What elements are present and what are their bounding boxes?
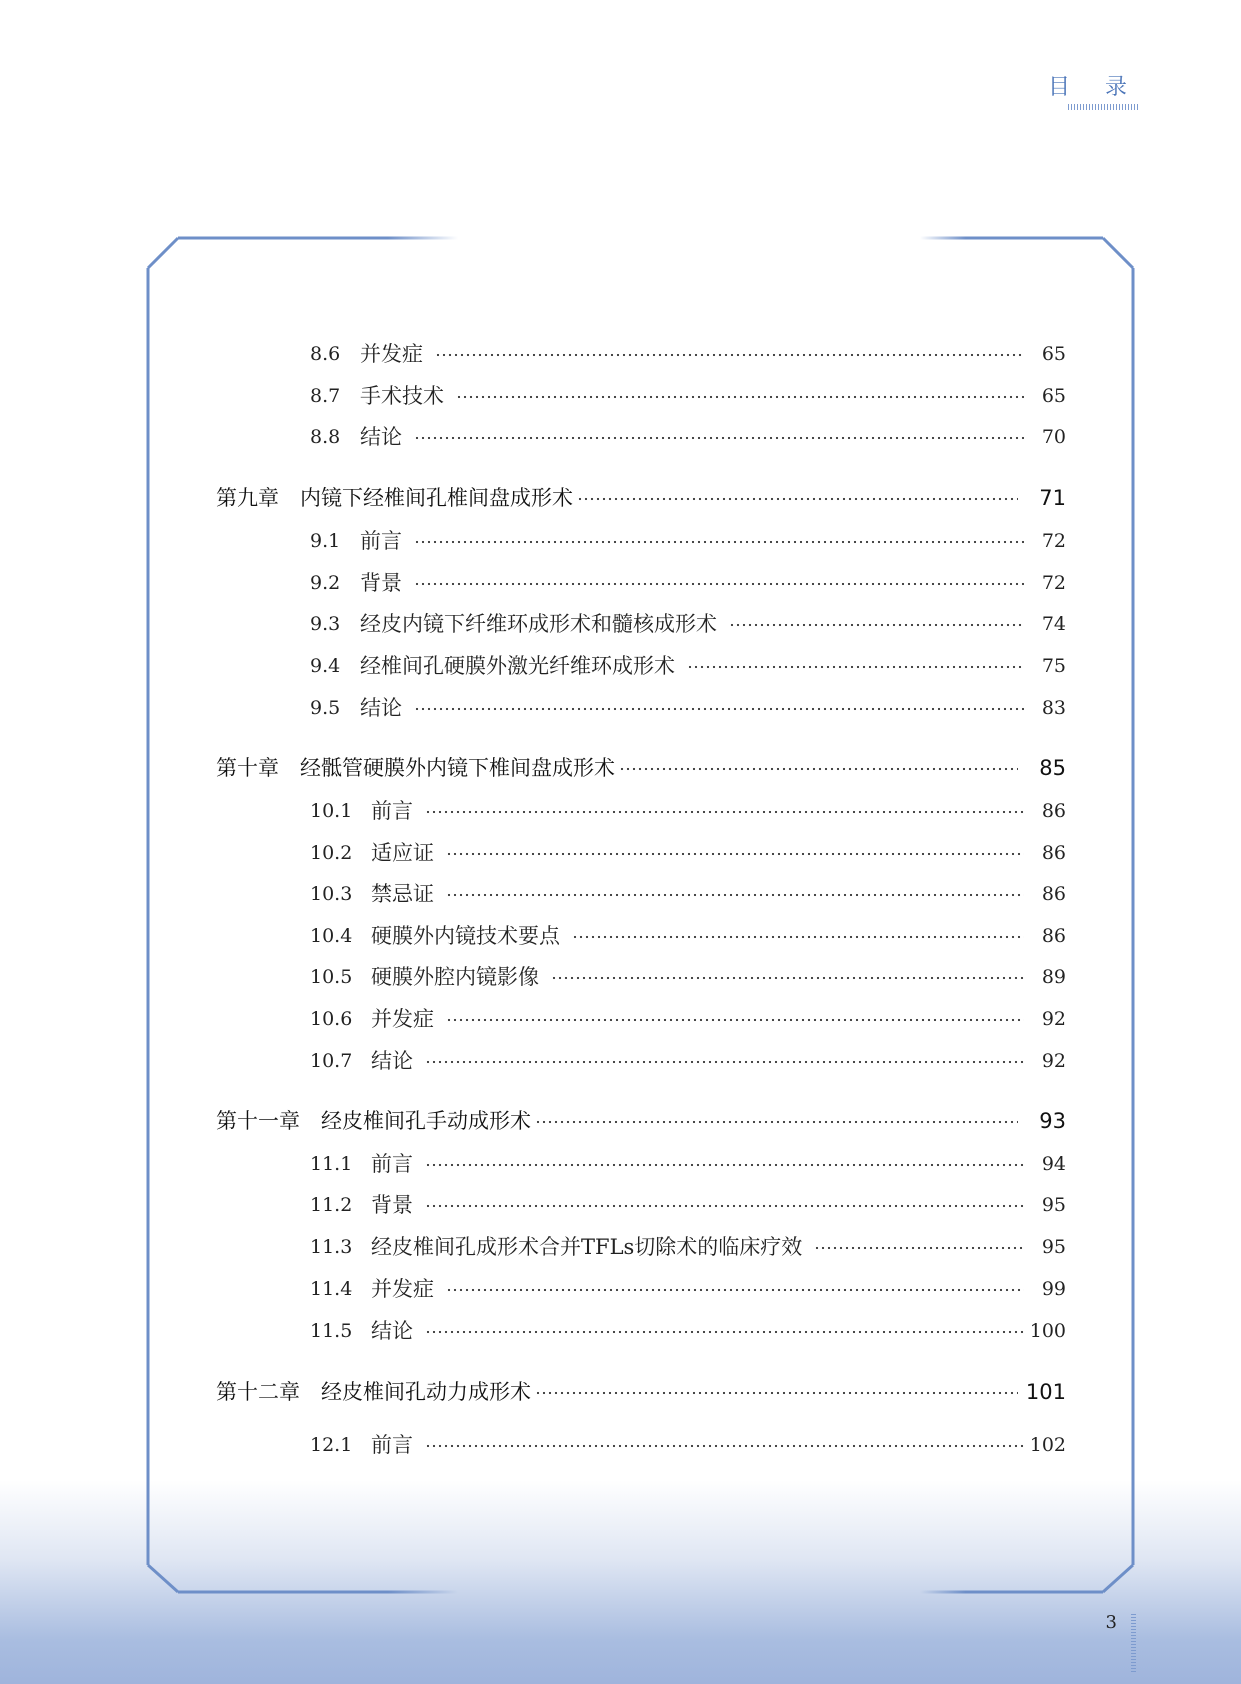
section-title: 经皮内镜下纤维环成形术和髓核成形术 xyxy=(360,612,717,636)
leader-dots xyxy=(446,1288,1024,1292)
chapter-title: 第九章 内镜下经椎间孔椎间盘成形术 xyxy=(216,486,573,510)
chapter-page: 85 xyxy=(1039,756,1066,780)
toc-section-row xyxy=(0,1190,1241,1220)
section-title: 经椎间孔硬膜外激光纤维环成形术 xyxy=(360,654,675,678)
section-title: 硬膜外内镜技术要点 xyxy=(371,924,560,948)
leader-dots xyxy=(577,497,1018,501)
section-number: 11.1 xyxy=(310,1153,353,1175)
leader-dots xyxy=(535,1391,1018,1395)
chapter-title: 第十一章 经皮椎间孔手动成形术 xyxy=(216,1109,531,1133)
section-number: 10.7 xyxy=(310,1050,353,1072)
toc-chapter-row xyxy=(0,1377,1241,1407)
frame-corner-top-left xyxy=(148,238,178,268)
toc-section-row xyxy=(0,1316,1241,1346)
section-title: 适应证 xyxy=(371,841,434,865)
section-title: 背景 xyxy=(371,1193,413,1217)
frame-corner-top-right xyxy=(1103,238,1133,268)
section-page: 102 xyxy=(1029,1434,1066,1456)
frame-bottom-left-rule xyxy=(178,1591,458,1594)
section-title: 前言 xyxy=(371,1433,413,1457)
section-title: 前言 xyxy=(371,1152,413,1176)
toc-section-row xyxy=(0,651,1241,681)
section-number: 8.6 xyxy=(310,343,341,365)
leader-dots xyxy=(425,1060,1024,1064)
leader-dots xyxy=(425,1330,1024,1334)
section-number: 9.1 xyxy=(310,530,341,552)
section-title: 禁忌证 xyxy=(371,882,434,906)
section-number: 12.1 xyxy=(310,1434,353,1456)
toc-section-row xyxy=(0,422,1241,452)
section-page: 95 xyxy=(1041,1194,1066,1216)
section-number: 11.4 xyxy=(310,1278,353,1300)
leader-dots xyxy=(414,436,1024,440)
section-number: 9.3 xyxy=(310,613,341,635)
toc-section-row xyxy=(0,962,1241,992)
page-number: 3 xyxy=(1105,1612,1117,1633)
section-number: 9.2 xyxy=(310,572,341,594)
toc-section-row xyxy=(0,838,1241,868)
section-page: 99 xyxy=(1041,1278,1066,1300)
frame-top-right-rule xyxy=(920,237,1103,240)
toc-section-row xyxy=(0,921,1241,951)
frame-bottom-right-rule xyxy=(920,1591,1103,1594)
page-number-rule xyxy=(1131,1614,1136,1674)
chapter-page: 93 xyxy=(1039,1109,1066,1133)
section-number: 11.5 xyxy=(310,1320,353,1342)
leader-dots xyxy=(551,976,1024,980)
section-number: 9.4 xyxy=(310,655,341,677)
section-title: 结论 xyxy=(360,425,402,449)
section-number: 10.6 xyxy=(310,1008,353,1030)
toc-section-row xyxy=(0,381,1241,411)
section-number: 11.2 xyxy=(310,1194,353,1216)
leader-dots xyxy=(687,665,1024,669)
section-page: 75 xyxy=(1041,655,1066,677)
section-number: 11.3 xyxy=(310,1236,353,1258)
leader-dots xyxy=(425,1444,1024,1448)
section-page: 86 xyxy=(1041,800,1066,822)
leader-dots xyxy=(425,1163,1024,1167)
chapter-page: 71 xyxy=(1039,486,1066,510)
section-number: 10.4 xyxy=(310,925,353,947)
section-number: 10.5 xyxy=(310,966,353,988)
toc-section-row xyxy=(0,1430,1241,1460)
toc-section-row xyxy=(0,1274,1241,1304)
section-page: 86 xyxy=(1041,925,1066,947)
section-number: 8.8 xyxy=(310,426,341,448)
section-page: 72 xyxy=(1041,572,1066,594)
section-title: 背景 xyxy=(360,571,402,595)
leader-dots xyxy=(446,893,1024,897)
leader-dots xyxy=(414,582,1024,586)
leader-dots xyxy=(814,1246,1024,1250)
frame-corner-bottom-left xyxy=(148,1565,178,1592)
section-title: 手术技术 xyxy=(360,384,444,408)
toc-chapter-row xyxy=(0,753,1241,783)
toc-section-row xyxy=(0,1232,1241,1262)
section-number: 10.3 xyxy=(310,883,353,905)
frame-top-left-rule xyxy=(178,237,458,240)
leader-dots xyxy=(435,353,1024,357)
section-page: 65 xyxy=(1041,343,1066,365)
section-title: 硬膜外腔内镜影像 xyxy=(371,965,539,989)
section-title: 前言 xyxy=(360,529,402,553)
leader-dots xyxy=(456,395,1024,399)
section-page: 92 xyxy=(1041,1008,1066,1030)
section-title: 结论 xyxy=(360,696,402,720)
section-page: 86 xyxy=(1041,842,1066,864)
toc-section-row xyxy=(0,339,1241,369)
section-page: 100 xyxy=(1029,1320,1066,1342)
section-number: 9.5 xyxy=(310,697,341,719)
toc-chapter-row xyxy=(0,483,1241,513)
section-page: 65 xyxy=(1041,385,1066,407)
chapter-page: 101 xyxy=(1025,1380,1066,1404)
toc-section-row xyxy=(0,568,1241,598)
section-heading: 目 录 xyxy=(1048,75,1141,100)
leader-dots xyxy=(535,1120,1018,1124)
toc-section-row xyxy=(0,1149,1241,1179)
section-page: 72 xyxy=(1041,530,1066,552)
leader-dots xyxy=(446,852,1024,856)
toc-section-row xyxy=(0,693,1241,723)
header-rule xyxy=(1068,104,1138,110)
section-title: 前言 xyxy=(371,799,413,823)
toc-chapter-row xyxy=(0,1106,1241,1136)
leader-dots xyxy=(572,935,1024,939)
section-title: 结论 xyxy=(371,1319,413,1343)
section-title: 并发症 xyxy=(360,342,423,366)
toc-section-row xyxy=(0,1004,1241,1034)
toc-section-row xyxy=(0,609,1241,639)
section-title: 结论 xyxy=(371,1049,413,1073)
toc-section-row xyxy=(0,879,1241,909)
section-page: 94 xyxy=(1041,1153,1066,1175)
section-title: 并发症 xyxy=(371,1277,434,1301)
toc-section-row xyxy=(0,1046,1241,1076)
section-page: 95 xyxy=(1041,1236,1066,1258)
section-page: 83 xyxy=(1041,697,1066,719)
toc-section-row xyxy=(0,796,1241,826)
section-page: 89 xyxy=(1041,966,1066,988)
leader-dots xyxy=(619,767,1018,771)
section-page: 86 xyxy=(1041,883,1066,905)
leader-dots xyxy=(425,1204,1024,1208)
section-title: 并发症 xyxy=(371,1007,434,1031)
section-page: 70 xyxy=(1041,426,1066,448)
leader-dots xyxy=(425,810,1024,814)
chapter-title: 第十章 经骶管硬膜外内镜下椎间盘成形术 xyxy=(216,756,615,780)
section-number: 10.1 xyxy=(310,800,353,822)
leader-dots xyxy=(446,1018,1024,1022)
section-number: 10.2 xyxy=(310,842,353,864)
toc-section-row xyxy=(0,526,1241,556)
section-page: 74 xyxy=(1041,613,1066,635)
frame-corner-bottom-right xyxy=(1103,1565,1133,1592)
chapter-title: 第十二章 经皮椎间孔动力成形术 xyxy=(216,1380,531,1404)
leader-dots xyxy=(729,623,1024,627)
section-title: 经皮椎间孔成形术合并TFLs切除术的临床疗效 xyxy=(371,1235,803,1259)
leader-dots xyxy=(414,540,1024,544)
leader-dots xyxy=(414,707,1024,711)
section-number: 8.7 xyxy=(310,385,341,407)
section-page: 92 xyxy=(1041,1050,1066,1072)
